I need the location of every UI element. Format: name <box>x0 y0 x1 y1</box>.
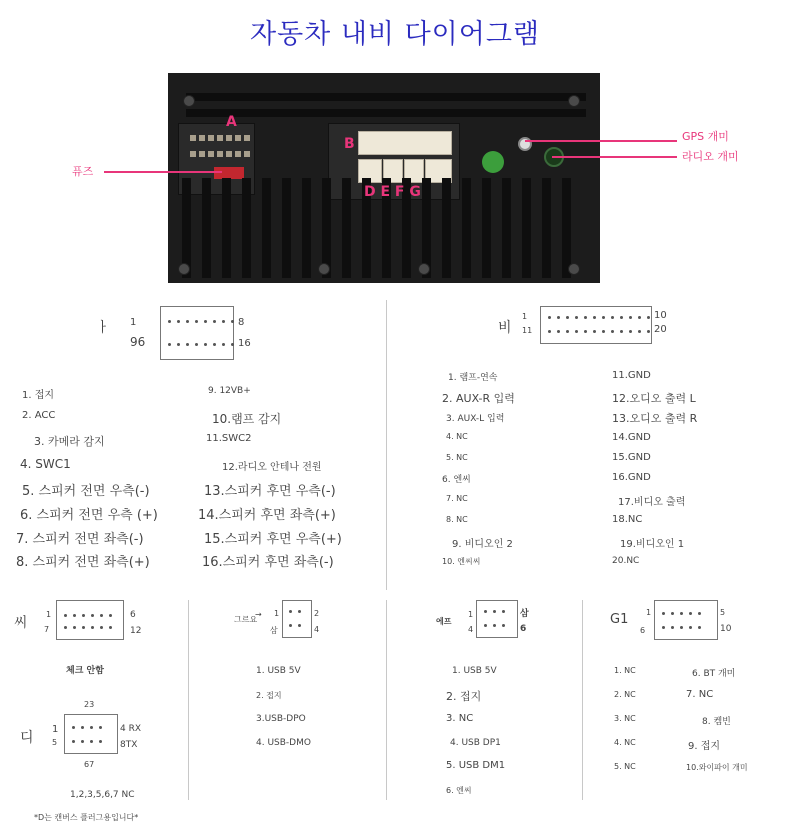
pin-description: 8. NC <box>446 515 468 524</box>
connector-e-diagram <box>282 600 312 638</box>
connector-c-letter: 씨 <box>14 615 28 631</box>
head-unit-photo <box>168 73 600 283</box>
pin-description: 1. USB 5V <box>452 666 497 676</box>
pin-label: 1 <box>46 610 52 619</box>
pin-description: 11.GND <box>612 370 651 381</box>
pin-description: 4. USB DP1 <box>450 738 501 748</box>
pin-label: 4 RX <box>120 724 142 734</box>
screw-icon <box>318 263 330 275</box>
pin-label: 96 <box>130 335 146 349</box>
gps-callout-line <box>525 140 677 142</box>
connector-g-pins <box>662 612 701 615</box>
pin-description: 1. 램프-연속 <box>448 373 498 383</box>
pin-label: 16 <box>238 338 251 349</box>
pin-label: 5 <box>52 738 58 747</box>
screw-icon <box>178 263 190 275</box>
pin-label: 8TX <box>120 740 138 750</box>
connector-c-note: 체크 안함 <box>66 666 104 676</box>
pin-description: 1. NC <box>614 666 636 675</box>
pin-description: 16.스피커 후면 좌측(-) <box>202 555 334 570</box>
vent-strip <box>186 109 586 117</box>
pin-description: 2. 접지 <box>256 691 282 700</box>
pin-description: 16.GND <box>612 472 651 483</box>
pin-description: 2. NC <box>614 690 636 699</box>
screw-icon <box>418 263 430 275</box>
pin-label: 67 <box>84 760 95 769</box>
pin-description: 3.USB-DPO <box>256 714 306 724</box>
connector-a-letter: ㅏ <box>96 320 110 336</box>
pin-description: 14.GND <box>612 432 651 443</box>
pin-description: 4. USB-DMO <box>256 738 311 748</box>
pin-label: 10 <box>720 624 732 634</box>
connector-b-diagram <box>540 306 652 344</box>
pin-description: 15.스피커 후면 우측(+) <box>204 532 342 547</box>
divider <box>582 600 583 800</box>
connector-e-letter: 그르요 <box>234 615 258 624</box>
pin-description: 14.스피커 후면 좌측(+) <box>198 508 336 523</box>
label-b: B <box>344 136 355 152</box>
page-title: 자동차 내비 다이어그램 <box>250 19 540 50</box>
pin-label: 20 <box>654 324 667 335</box>
pin-label: 1 <box>274 609 280 618</box>
pin-label: 1 <box>646 608 652 617</box>
pin-description: 12.라디오 안테나 전원 <box>222 462 322 473</box>
pin-label: 2 <box>314 609 320 618</box>
pin-label: 1 <box>130 317 137 328</box>
connector-b-photo <box>358 131 452 155</box>
pin-label: 6 <box>130 610 136 620</box>
pin-description: 3. NC <box>446 713 474 724</box>
connector-a-diagram <box>160 306 234 360</box>
radio-callout-label: 라디오 개미 <box>682 150 739 163</box>
pin-description: 7. NC <box>446 494 468 503</box>
pin-description: 8. 스피커 전면 좌측(+) <box>16 555 150 570</box>
pin-description: 3. AUX-L 입력 <box>446 414 505 424</box>
fuse-callout-line <box>104 171 222 173</box>
pin-description: 10.램프 감지 <box>212 412 282 426</box>
pin-label: 4 <box>468 625 474 634</box>
connector-a-pins <box>190 135 250 141</box>
pin-label: 삼 <box>520 609 529 619</box>
pin-description: 7. NC <box>686 689 714 700</box>
radio-callout-line <box>552 156 677 158</box>
pin-description: 4. SWC1 <box>20 457 71 471</box>
pin-description: 13.스피커 후면 우측(-) <box>204 484 336 499</box>
pin-description: 9. 12VB+ <box>208 386 251 396</box>
connector-d-diagram <box>64 714 118 754</box>
pin-label: 1 <box>468 610 474 619</box>
fuse-callout-label: 퓨즈 <box>72 165 94 178</box>
pin-label: 7 <box>44 625 50 634</box>
pin-description: 3. NC <box>614 714 636 723</box>
pin-description: 10. 엔씨씨 <box>442 557 481 566</box>
pin-description: 9. 비디오인 2 <box>452 539 513 550</box>
connector-d-pins <box>72 726 102 729</box>
pin-description: 9. 접지 <box>688 741 721 752</box>
label-a: A <box>226 114 237 130</box>
connector-a-pins <box>190 151 250 157</box>
pin-description: 6. 엔씨 <box>446 786 472 795</box>
screw-icon <box>183 95 195 107</box>
pin-description: 1. USB 5V <box>256 666 301 676</box>
connector-b-pins <box>548 316 650 319</box>
screw-icon <box>568 263 580 275</box>
pin-label: 11 <box>522 326 533 335</box>
connector-a-pins <box>168 343 234 346</box>
connector-g-diagram <box>654 600 718 640</box>
pin-label: 12 <box>130 626 142 636</box>
connector-f-pins <box>484 624 505 627</box>
pin-description: 13.오디오 출력 R <box>612 412 698 425</box>
connector-g-pins <box>662 626 701 629</box>
connector-f-pins <box>484 610 505 613</box>
pin-description: 5. 스피커 전면 우측(-) <box>22 484 150 499</box>
pin-description: 2. ACC <box>22 410 56 421</box>
connector-a-pins <box>168 320 234 323</box>
pin-label: 1 <box>52 724 59 735</box>
arrow-right-icon: → <box>255 610 262 619</box>
connector-d-nc: 1,2,3,5,6,7 NC <box>70 790 135 800</box>
pin-description: 6. 엔씨 <box>442 475 471 485</box>
pin-label: 6 <box>520 624 527 634</box>
pin-label: 23 <box>84 700 95 709</box>
pin-description: 20.NC <box>612 556 640 566</box>
connector-b-letter: 비 <box>498 320 512 336</box>
pin-description: 12.오디오 출력 L <box>612 392 696 405</box>
pin-description: 18.NC <box>612 514 643 525</box>
connector-f-diagram <box>476 600 518 638</box>
connector-c-pins <box>64 614 112 617</box>
connector-d-letter: 디 <box>20 730 34 746</box>
pin-description: 19.비디오인 1 <box>620 539 685 550</box>
divider <box>386 600 387 800</box>
connector-b-pins <box>548 330 650 333</box>
pin-description: 6. 스피커 전면 우측 (+) <box>20 508 158 523</box>
pin-label: 10 <box>654 310 667 321</box>
pin-description: 5. USB DM1 <box>446 760 506 771</box>
pin-description: 5. NC <box>446 453 468 462</box>
pin-description: 11.SWC2 <box>206 433 252 444</box>
pin-description: 1. 접지 <box>22 390 55 401</box>
gps-callout-label: GPS 개미 <box>682 130 729 143</box>
divider <box>188 600 189 800</box>
pin-description: 15.GND <box>612 452 651 463</box>
connector-f-letter: 에프 <box>436 617 452 626</box>
screw-icon <box>568 95 580 107</box>
pin-description: 5. NC <box>614 762 636 771</box>
pin-description: 2. 접지 <box>446 690 482 703</box>
connector-e-pins <box>289 624 301 627</box>
pin-label: 6 <box>640 626 646 635</box>
vent-strip <box>186 93 586 101</box>
pin-label: 5 <box>720 608 726 617</box>
pin-description: 2. AUX-R 입력 <box>442 392 515 405</box>
pin-description: 4. NC <box>614 738 636 747</box>
pin-description: 10.와이파이 개미 <box>686 763 748 772</box>
connector-g-letter: G1 <box>610 612 629 627</box>
pin-description: 3. 카메라 감지 <box>34 435 105 448</box>
connector-d-footnote: *D는 캔버스 플러그용입니다* <box>34 813 139 822</box>
pin-description: 6. BT 개미 <box>692 669 736 679</box>
connector-c-pins <box>64 626 112 629</box>
pin-label: 8 <box>238 317 245 328</box>
pin-description: 7. 스피커 전면 좌측(-) <box>16 532 144 547</box>
pin-description: 4. NC <box>446 432 468 441</box>
label-defg: D E F G <box>364 184 421 200</box>
connector-e-pins <box>289 610 301 613</box>
sticker-icon <box>482 151 504 173</box>
pin-description: 8. 켐빈 <box>702 717 731 727</box>
pin-label: 4 <box>314 625 320 634</box>
pin-description: 17.비디오 출력 <box>618 497 686 508</box>
divider <box>386 300 387 590</box>
connector-c-diagram <box>56 600 124 640</box>
pin-label: 1 <box>522 312 528 321</box>
pin-label: 삼 <box>270 626 278 635</box>
connector-d-pins <box>72 740 102 743</box>
